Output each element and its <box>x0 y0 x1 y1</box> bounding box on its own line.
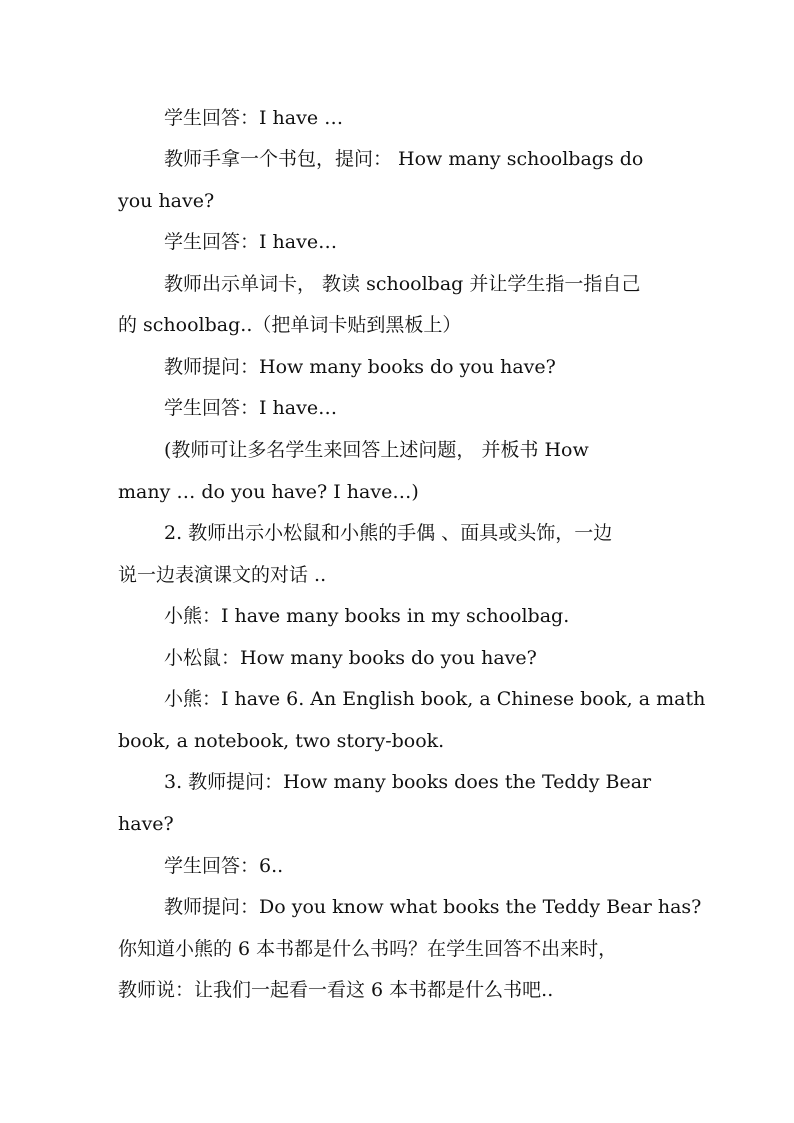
text-line: 学生回答：6.. <box>164 855 284 877</box>
text-line: 说一边表演课文的对话 .. <box>118 564 327 586</box>
text-line: 小熊：I have many books in my schoolbag. <box>164 605 570 627</box>
text-line: have? <box>118 813 174 835</box>
text-line: 2. 教师出示小松鼠和小熊的手偶 、面具或头饰，一边 <box>164 522 613 544</box>
text-line: 教师提问：How many books do you have? <box>164 356 556 378</box>
text-line: 学生回答：I have … <box>164 107 344 129</box>
text-line: 学生回答：I have… <box>164 231 338 253</box>
text-line: many … do you have? I have…) <box>118 481 419 503</box>
text-line: 教师出示单词卡， 教读 schoolbag 并让学生指一指自己 <box>164 273 641 295</box>
text-line: 教师说：让我们一起看一看这 6 本书都是什么书吧.. <box>118 979 554 1001</box>
text-line: 的 schoolbag..（把单词卡贴到黑板上） <box>118 314 462 336</box>
text-line: 教师手拿一个书包，提问： How many schoolbags do <box>164 148 644 170</box>
text-line: you have? <box>118 190 215 212</box>
text-line: 教师提问：Do you know what books the Teddy Bear has? <box>164 896 702 918</box>
text-line: 你知道小熊的 6 本书都是什么书吗？在学生回答不出来时， <box>118 938 618 960</box>
text-line: book, a notebook, two story-book. <box>118 730 445 752</box>
text-line: 学生回答：I have… <box>164 397 338 419</box>
text-line: 3. 教师提问：How many books does the Teddy Bear <box>164 771 652 793</box>
text-line: 小松鼠：How many books do you have? <box>164 647 537 669</box>
text-line: (教师可让多名学生来回答上述问题， 并板书 How <box>164 439 589 461</box>
text-line: 小熊：I have 6. An English book, a Chinese book, a math <box>164 688 706 710</box>
